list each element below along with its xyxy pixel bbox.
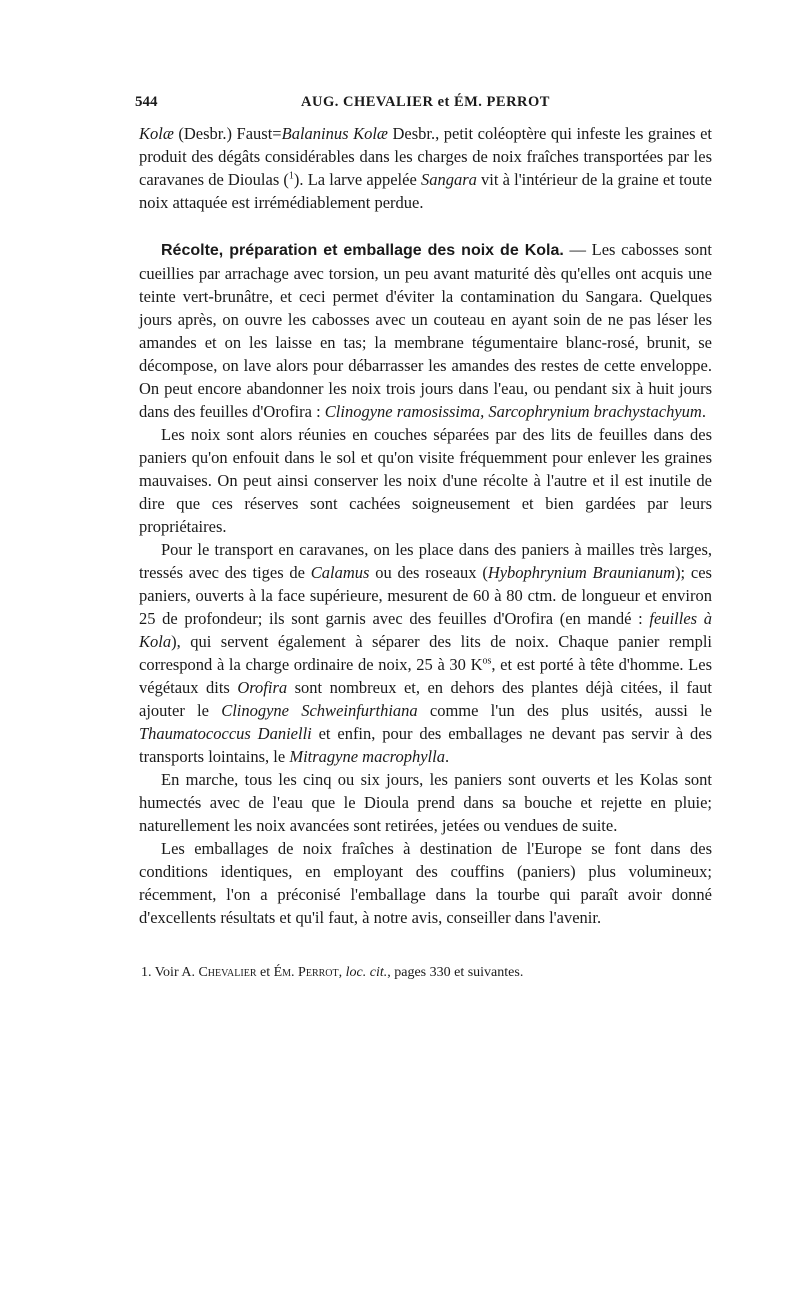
paragraph-1: Kolæ (Desbr.) Faust=Balaninus Kolæ Desbr., petit coléoptère qui infeste les graines et produit des dégâts considérables dans les charges de noix fraîches transportées par les caravanes de Dioulas ($^1$). La larve appelée Sangara vit à l'intérieur de la graine et toute noix attaquée est irrémédiablement perdue. (139, 124, 713, 212)
species-list: Clinogyne ramosissima, Sarcophrynium brachystachyum (324, 402, 702, 421)
taxon-balaninus: Balaninus Kolæ (281, 124, 388, 143)
paragraph-6: Les emballages de noix fraîches à destination de l'Europe se font dans des conditions identiques, en employant des couffins (paniers) plus volumineux; récemment, l'on a préconisé l'emballage dans la tourbe qui paraît avoir donné d'excellents résultats et qu'il faut, à notre avis, conseiller dans l'avenir. (139, 839, 712, 927)
running-head: AUG. CHEVALIER et ÉM. PERROT (301, 94, 550, 110)
paragraph-2: Récolte, préparation et emballage des noix de Kola. — Les cabosses sont cueillies par arrachage avec torsion, un peu avant maturité dès qu'elles ont acquis une teinte vert-brunâtre, et ceci permet d'éviter la contamination du Sangara. Quelques jours après, on ouvre les cabosses avec un couteau en ayant soin de ne pas léser les amandes et on les laisse en tas; la membrane tégumentaire blanc-rosé, brunit, se décompose, on lave alors pour débarrasser les amandes des restes de cette enveloppe. On peut encore abandonner les noix trois jours dans l'eau, ou pendant six à huit jours dans des feuilles d'Orofira : Clinogyne ramosissima, Sarcophrynium brachystachyum. (139, 240, 712, 421)
page-number: 544 (135, 94, 158, 110)
term-sangara: Sangara (420, 170, 477, 189)
section-title: Récolte, préparation et emballage des noix de Kola. (161, 242, 564, 259)
footnote-ref: 1 (288, 170, 294, 182)
page (135, 94, 713, 983)
paragraph-4: Pour le transport en caravanes, on les place dans des paniers à mailles très larges, tressés avec des tiges de Calamus ou des roseaux (Hybophrynium Braunianum); ces paniers, ouverts à la face supérieure, mesurent de 60 à 80 ctm. de longueur et environ 25 de profondeur; ils sont garnis avec des feuilles d'Orofira (en mandé : feuilles à Kola), qui servent également à séparer des lits de noix. Chaque panier rempli correspond à la charge ordinaire de noix, 25 à 30 $K^{os}$, et est porté à tête d'homme. Les végétaux dits Orofira sont nombreux et, en dehors des plantes déjà citées, il faut ajouter le Clinogyne Schweinfurthiana comme l'un des plus usités, aussi le Thaumatococcus Danielli et enfin, pour des emballages ne devant pas servir à des transports lointains, le Mitragyne macrophylla. (139, 540, 713, 766)
footnote: 1. Voir A. Chevalier et Ém. Perrot, loc. cit., pages 330 et suivantes. (141, 965, 524, 980)
paragraph-3: Les noix sont alors réunies en couches séparées par des lits de feuilles dans des paniers qu'on enfouit dans le sol et qu'on visite fréquemment pour enlever les graines mauvaises. On peut ainsi conserver les noix d'une récolte à l'autre et il est inutile de dire que ces réserves sont cachées soigneusement et bien gardées par leurs propriétaires. (139, 425, 712, 536)
taxon-kolae: Kolæ (139, 124, 174, 143)
paragraph-5: En marche, tous les cinq ou six jours, les paniers sont ouverts et les Kolas sont humectés avec de l'eau que le Dioula prend dans sa bouche et rejette en pluie; naturellement les noix avancées sont retirées, jetées ou vendues de suite. (139, 770, 712, 835)
page-header (135, 94, 712, 116)
